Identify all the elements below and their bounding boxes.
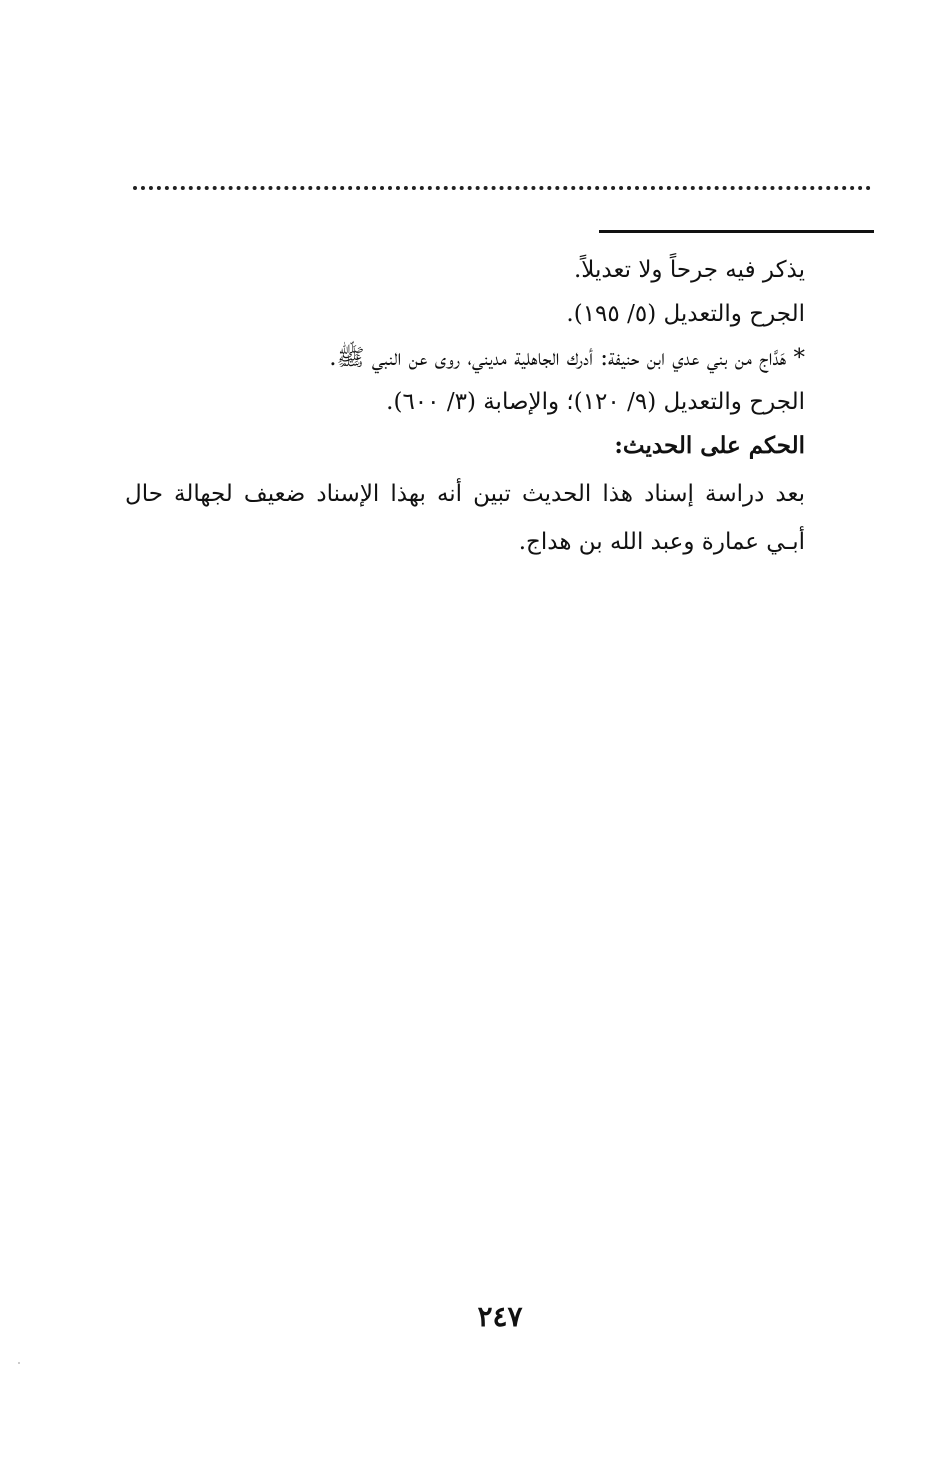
- scan-speck: [18, 1362, 20, 1364]
- ruling-paragraph: بعد دراسة إسناد هذا الحديث تبين أنه بهذا الإسناد ضعيف لجهالة حال أبـي عمارة وعبد الله بن هداج.: [125, 481, 805, 555]
- page-number: ٢٤٧: [477, 1300, 523, 1333]
- footnote-line-3: * هَدَّاج من بني عدي ابن حنيفة: أدرك الجاهلية مديني، روى عن النبي ﷺ.: [329, 345, 805, 371]
- footnote-line-4: الجرح والتعديل (٩/ ١٢٠)؛ والإصابة (٣/ ٦٠٠).: [386, 389, 805, 415]
- footnote-block: [125, 248, 805, 468]
- footnote-rule: [599, 230, 874, 233]
- dotted-separator: [133, 186, 871, 190]
- footnote-line-2: الجرح والتعديل (٥/ ١٩٥).: [566, 301, 805, 327]
- ruling-heading: الحكم على الحديث:: [614, 432, 805, 459]
- footnote-line-1: يذكر فيه جرحاً ولا تعديلاً.: [574, 257, 805, 283]
